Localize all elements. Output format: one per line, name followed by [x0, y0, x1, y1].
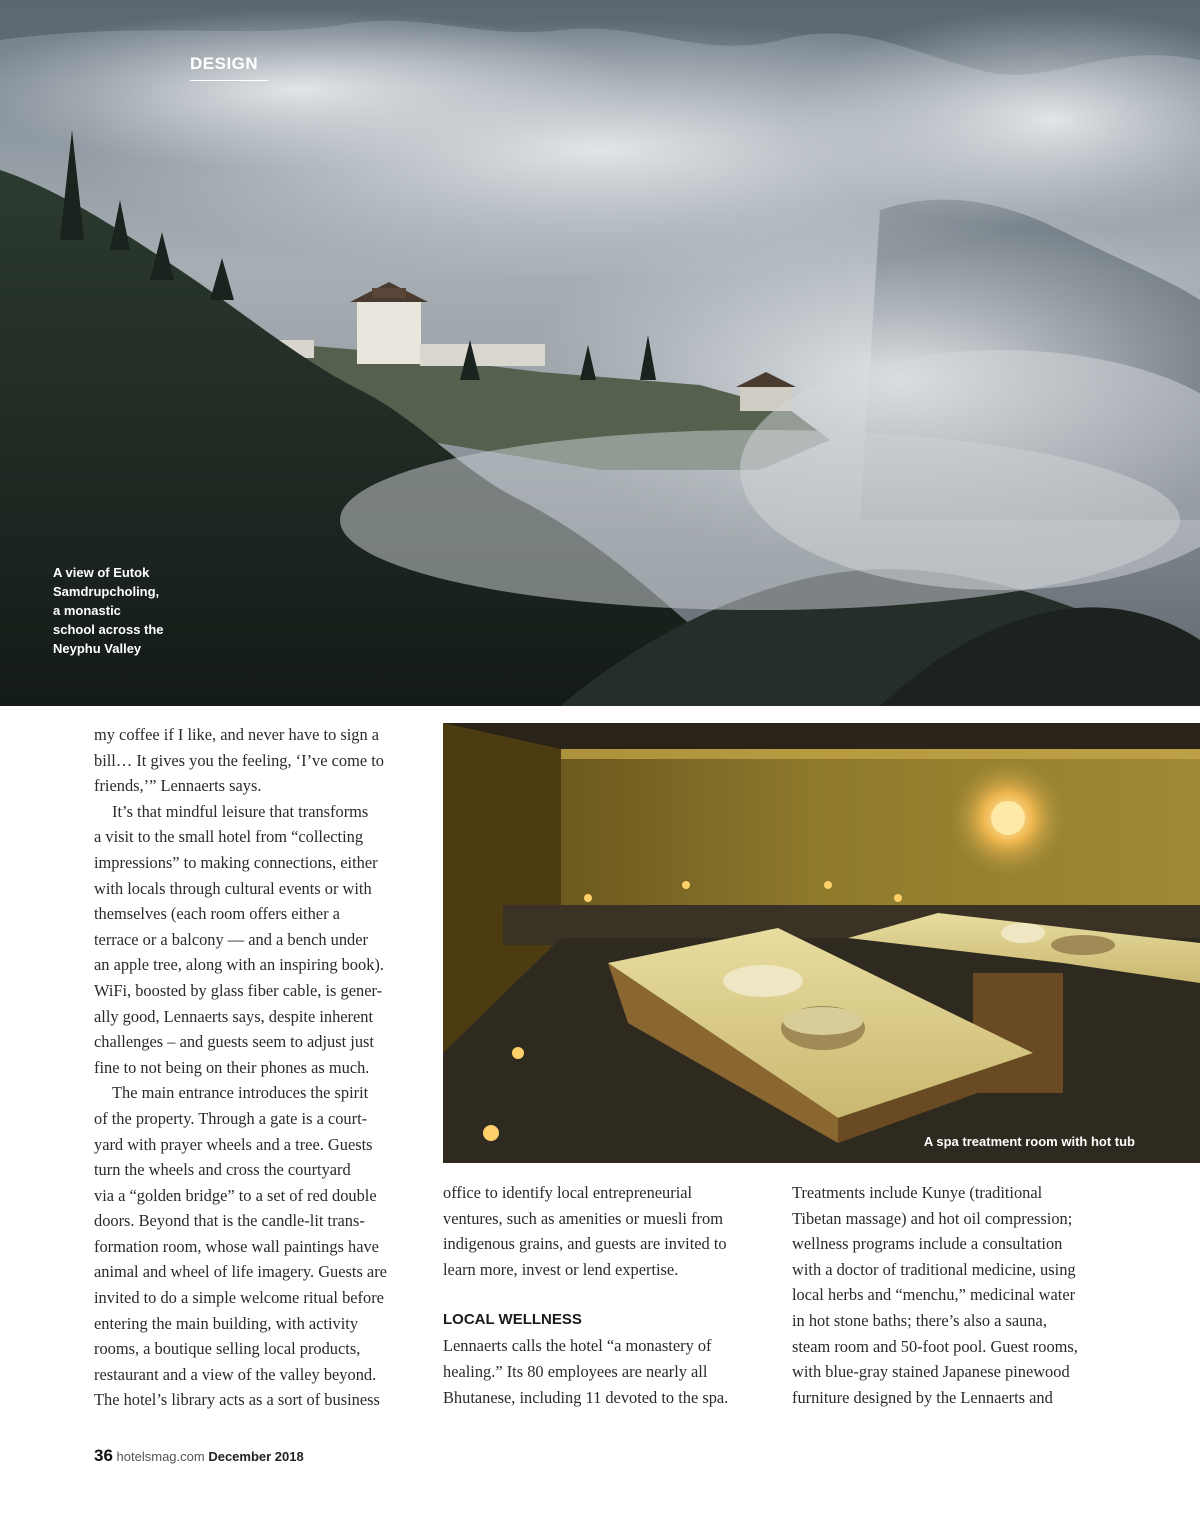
- caption-line: a monastic: [53, 603, 121, 618]
- text-line: turn the wheels and cross the courtyard: [94, 1160, 351, 1180]
- text-line: The main entrance introduces the spirit: [112, 1083, 369, 1103]
- caption-line: Samdrupcholing,: [53, 584, 160, 599]
- text-line: impressions” to making connections, either: [94, 852, 378, 872]
- text-line: WiFi, boosted by glass fiber cable, is gener-: [94, 980, 383, 1000]
- article-column-1: [94, 722, 414, 1413]
- hero-photo: [0, 0, 1200, 706]
- text-line: with a doctor of traditional medicine, using: [792, 1259, 1076, 1279]
- page-footer: [94, 1446, 304, 1466]
- text-line: bill… It gives you the feeling, ‘I’ve come to: [94, 750, 384, 770]
- text-line: indigenous grains, and guests are invited to: [443, 1234, 727, 1254]
- text-line: The hotel’s library acts as a sort of business: [94, 1390, 380, 1410]
- page-number: 36: [94, 1446, 113, 1465]
- spa-photo-caption: A spa treatment room with hot tub: [923, 1134, 1135, 1149]
- text-line: with blue-gray stained Japanese pinewood: [792, 1362, 1070, 1382]
- text-line: Lennaerts calls the hotel “a monastery of: [443, 1336, 712, 1356]
- text-line: with locals through cultural events or with: [94, 878, 372, 898]
- text-line: friends,’” Lennaerts says.: [94, 776, 262, 796]
- paragraph: [94, 722, 414, 799]
- paragraph: [443, 1333, 763, 1410]
- article-column-2: [443, 1180, 763, 1410]
- text-line: a visit to the small hotel from “collecting: [94, 827, 364, 847]
- text-line: in hot stone baths; there’s also a sauna,: [792, 1310, 1047, 1330]
- text-line: entering the main building, with activity: [94, 1313, 359, 1333]
- text-line: themselves (each room offers either a: [94, 904, 340, 924]
- site-name: hotelsmag.com: [116, 1449, 205, 1464]
- article-column-3: [792, 1180, 1112, 1410]
- text-line: animal and wheel of life imagery. Guests are: [94, 1262, 387, 1282]
- text-line: It’s that mindful leisure that transforms: [112, 801, 369, 821]
- text-line: doors. Beyond that is the candle-lit trans-: [94, 1211, 365, 1231]
- text-line: ally good, Lennaerts says, despite inherent: [94, 1006, 374, 1026]
- issue-date: December 2018: [208, 1449, 304, 1464]
- text-line: ventures, such as amenities or muesli from: [443, 1208, 723, 1228]
- text-line: furniture designed by the Lennaerts and: [792, 1387, 1053, 1407]
- text-line: steam room and 50-foot pool. Guest rooms,: [792, 1336, 1078, 1356]
- text-line: formation room, whose wall paintings have: [94, 1236, 379, 1256]
- text-line: fine to not being on their phones as much.: [94, 1057, 370, 1077]
- hero-photo-caption: [53, 563, 183, 658]
- text-line: terrace or a balcony — and a bench under: [94, 929, 368, 949]
- spa-photo: [443, 723, 1200, 1163]
- paragraph: [792, 1180, 1112, 1410]
- text-line: local herbs and “menchu,” medicinal water: [792, 1285, 1076, 1305]
- text-line: Treatments include Kunye (traditional: [792, 1183, 1043, 1202]
- text-line: Bhutanese, including 11 devoted to the spa.: [443, 1387, 729, 1407]
- caption-line: school across the: [53, 622, 164, 637]
- text-line: an apple tree, along with an inspiring book).: [94, 955, 384, 975]
- caption-line: A view of Eutok: [53, 565, 150, 580]
- text-line: my coffee if I like, and never have to sign a: [94, 725, 380, 744]
- subheading: LOCAL WELLNESS: [443, 1311, 582, 1329]
- text-line: healing.” Its 80 employees are nearly all: [443, 1361, 708, 1381]
- text-line: rooms, a boutique selling local products,: [94, 1339, 361, 1359]
- text-line: of the property. Through a gate is a court-: [94, 1108, 368, 1128]
- text-line: office to identify local entrepreneurial: [443, 1183, 693, 1202]
- caption-line: Neyphu Valley: [53, 641, 142, 656]
- paragraph: [443, 1180, 763, 1282]
- text-line: Tibetan massage) and hot oil compression;: [792, 1208, 1073, 1228]
- paragraph: [94, 799, 414, 1081]
- spa-room-illustration: [443, 723, 1200, 1163]
- text-line: invited to do a simple welcome ritual before: [94, 1288, 384, 1308]
- text-line: learn more, invest or lend expertise.: [443, 1259, 679, 1279]
- paragraph: [94, 1080, 414, 1413]
- text-line: yard with prayer wheels and a tree. Guests: [94, 1134, 373, 1154]
- text-line: challenges – and guests seem to adjust just: [94, 1032, 374, 1052]
- text-line: restaurant and a view of the valley beyond.: [94, 1364, 377, 1384]
- text-line: wellness programs include a consultation: [792, 1234, 1063, 1254]
- section-label: DESIGN: [190, 54, 268, 81]
- text-line: via a “golden bridge” to a set of red double: [94, 1185, 377, 1205]
